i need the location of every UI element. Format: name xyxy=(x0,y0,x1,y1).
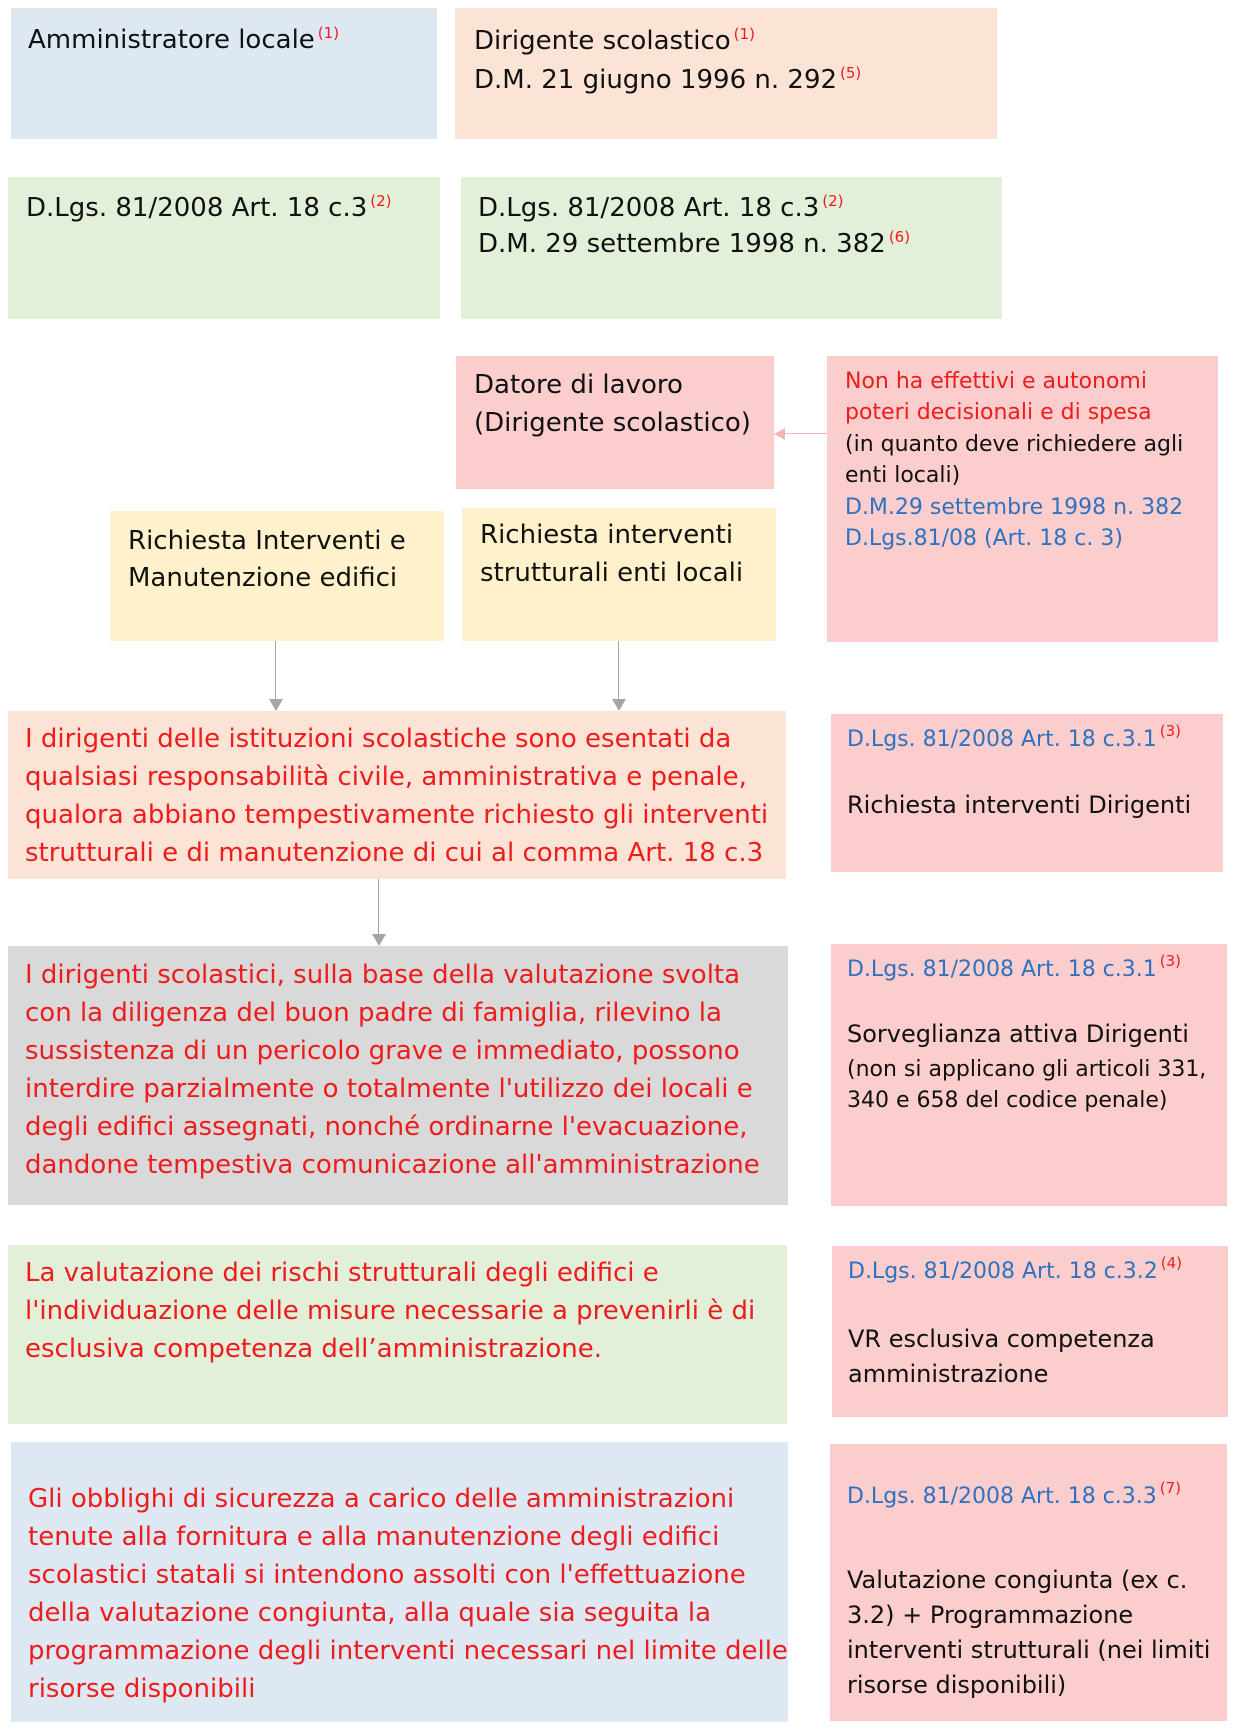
note-link-lgs[interactable]: D.Lgs.81/08 (Art. 18 c. 3) xyxy=(845,526,1123,551)
richiesta-left-arrowhead xyxy=(269,699,283,711)
obblighi-line: Gli obblighi di sicurezza a carico delle amministrazioni xyxy=(28,1484,735,1514)
dm-1998-label xyxy=(478,225,910,263)
pericolo-line: con la diligenza del buon padre di famiglia, rilevino la xyxy=(25,998,722,1028)
pericolo-line: sussistenza di un pericolo grave e immediato, possono xyxy=(25,1036,740,1066)
esentati-line: qualsiasi responsabilità civile, amministrativa e penale, xyxy=(25,762,747,792)
ref4-desc4: risorse disponibili) xyxy=(847,1671,1067,1699)
esentati-box xyxy=(8,711,786,879)
ref2-law-link[interactable] xyxy=(847,951,1182,986)
note-to-datore-arrowhead xyxy=(774,428,785,440)
dm-1996-ref: (5) xyxy=(840,63,862,82)
amministratore-locale-box xyxy=(11,8,437,139)
lgs-right-text: D.Lgs. 81/2008 Art. 18 c.3 xyxy=(478,193,820,223)
note-dark-line1: (in quanto deve richiedere agli xyxy=(845,432,1184,457)
obblighi-line: della valutazione congiunta, alla quale sia seguita la xyxy=(28,1598,712,1628)
esentati-to-pericolo-arrowhead xyxy=(372,934,386,946)
note-dark-line2: enti locali) xyxy=(845,463,961,488)
lgs-right-ref: (2) xyxy=(822,191,844,210)
obblighi-line: scolastici statali si intendono assolti con l'effettuazione xyxy=(28,1560,746,1590)
ref1-desc: Richiesta interventi Dirigenti xyxy=(847,791,1192,819)
ref4-law-text: D.Lgs. 81/2008 Art. 18 c.3.3 xyxy=(847,1484,1157,1509)
note-red-line2: poteri decisionali e di spesa xyxy=(845,400,1152,425)
valutazione-box xyxy=(8,1245,787,1424)
dm-1998-text: D.M. 29 settembre 1998 n. 382 xyxy=(478,229,886,259)
ref4-desc1: Valutazione congiunta (ex c. xyxy=(847,1566,1188,1594)
pericolo-line: interdire parzialmente o totalmente l'utilizzo dei locali e xyxy=(25,1074,753,1104)
ref-valutazione-congiunta-box xyxy=(830,1444,1227,1721)
note-to-datore-connector xyxy=(784,433,827,434)
pericolo-line: I dirigenti scolastici, sulla base della valutazione svolta xyxy=(25,960,741,990)
lgs-left-box xyxy=(8,177,440,319)
ref2-sub2: 340 e 658 del codice penale) xyxy=(847,1088,1168,1113)
ref2-sub1: (non si applicano gli articoli 331, xyxy=(847,1057,1207,1082)
ref4-ref: (7) xyxy=(1159,1478,1182,1497)
valutazione-line: esclusiva competenza dell’amministrazione. xyxy=(25,1334,603,1364)
richiesta-strutturali-box xyxy=(462,508,776,641)
datore-line1: Datore di lavoro xyxy=(474,370,683,400)
richiesta-left-line2: Manutenzione edifici xyxy=(128,563,398,593)
ref2-ref: (3) xyxy=(1159,951,1182,970)
valutazione-line: l'individuazione delle misure necessarie a prevenirli è di xyxy=(25,1296,756,1326)
ref4-desc3: interventi strutturali (nei limiti xyxy=(847,1636,1211,1664)
obblighi-line: tenute alla fornitura e alla manutenzione degli edifici xyxy=(28,1522,720,1552)
ref1-ref: (3) xyxy=(1159,721,1182,740)
lgs-left-ref: (2) xyxy=(370,191,392,210)
ref1-law-link[interactable] xyxy=(847,721,1182,756)
lgs-right-label xyxy=(478,189,844,227)
dirigente-label-text: Dirigente scolastico xyxy=(474,26,731,56)
richiesta-right-arrowhead xyxy=(612,699,626,711)
ref-vr-box xyxy=(832,1246,1228,1417)
ref3-desc2: amministrazione xyxy=(848,1360,1049,1388)
ref4-desc2: 3.2) + Programmazione xyxy=(847,1601,1134,1629)
ref3-ref: (4) xyxy=(1160,1253,1183,1272)
dirigente-ref: (1) xyxy=(733,24,755,43)
richiesta-right-connector xyxy=(618,641,619,699)
obblighi-line: programmazione degli interventi necessari nel limite delle xyxy=(28,1636,788,1666)
esentati-line: qualora abbiano tempestivamente richiesto gli interventi xyxy=(25,800,769,830)
ref2-law-text: D.Lgs. 81/2008 Art. 18 c.3.1 xyxy=(847,957,1157,982)
pericolo-box xyxy=(8,946,788,1205)
dirigente-scolastico-label xyxy=(474,22,755,60)
note-link-dm[interactable]: D.M.29 settembre 1998 n. 382 xyxy=(845,495,1184,520)
ref3-desc1: VR esclusiva competenza xyxy=(848,1325,1155,1353)
richiesta-left-line1: Richiesta Interventi e xyxy=(128,526,406,556)
datore-line2: (Dirigente scolastico) xyxy=(474,408,751,438)
poteri-note-box xyxy=(827,356,1218,642)
admin-ref: (1) xyxy=(317,23,340,42)
pericolo-line: dandone tempestiva comunicazione all'amministrazione xyxy=(25,1150,760,1180)
amministratore-locale-label xyxy=(28,21,339,59)
dm-1998-ref: (6) xyxy=(888,227,911,246)
richiesta-right-line2: strutturali enti locali xyxy=(480,558,744,588)
richiesta-right-line1: Richiesta interventi xyxy=(480,520,734,550)
dirigente-scolastico-box xyxy=(455,8,997,139)
dm-1996-label xyxy=(474,61,861,99)
ref4-law-link[interactable] xyxy=(847,1478,1182,1513)
lgs-left-text: D.Lgs. 81/2008 Art. 18 c.3 xyxy=(26,193,368,223)
valutazione-line: La valutazione dei rischi strutturali degli edifici e xyxy=(25,1258,659,1288)
esentati-line: strutturali e di manutenzione di cui al comma Art. 18 c.3 xyxy=(25,838,764,868)
ref-sorveglianza-box xyxy=(831,944,1227,1206)
richiesta-manutenzione-box xyxy=(110,511,444,641)
dm-1996-text: D.M. 21 giugno 1996 n. 292 xyxy=(474,65,838,95)
note-red-line1: Non ha effettivi e autonomi xyxy=(845,369,1147,394)
esentati-to-pericolo-connector xyxy=(378,879,379,934)
esentati-line: I dirigenti delle istituzioni scolastiche sono esentati da xyxy=(25,724,732,754)
ref-richiesta-dirigenti-box xyxy=(831,714,1223,872)
admin-label-text: Amministratore locale xyxy=(28,25,315,55)
ref2-desc: Sorveglianza attiva Dirigenti xyxy=(847,1020,1189,1048)
obblighi-box xyxy=(11,1442,788,1722)
ref3-law-text: D.Lgs. 81/2008 Art. 18 c.3.2 xyxy=(848,1259,1158,1284)
pericolo-line: degli edifici assegnati, nonché ordinarne l'evacuazione, xyxy=(25,1112,748,1142)
richiesta-left-connector xyxy=(275,641,276,699)
ref3-law-link[interactable] xyxy=(848,1253,1183,1288)
ref1-law-text: D.Lgs. 81/2008 Art. 18 c.3.1 xyxy=(847,727,1157,752)
datore-di-lavoro-box xyxy=(456,356,774,489)
lgs-right-box xyxy=(461,177,1002,319)
obblighi-line: risorse disponibili xyxy=(28,1674,256,1704)
lgs-left-label xyxy=(26,189,392,227)
